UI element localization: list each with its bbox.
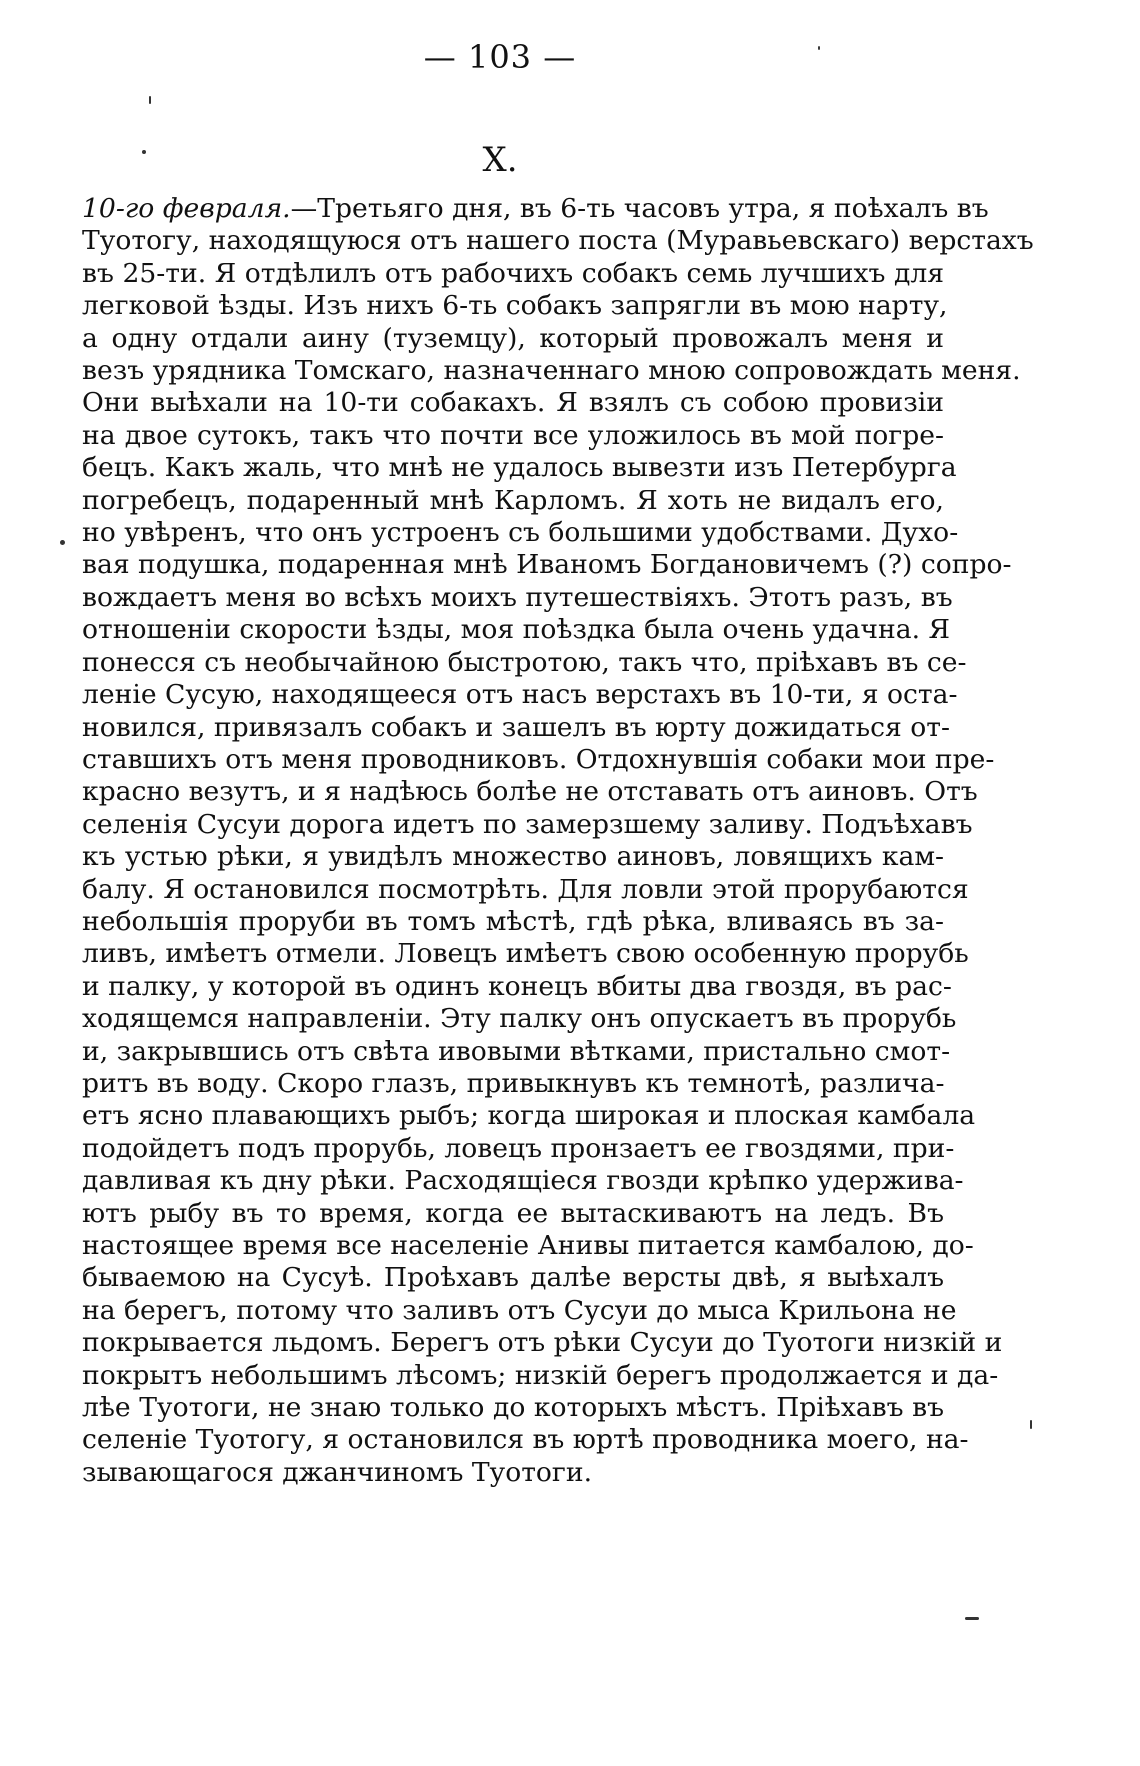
scan-speck [149, 96, 151, 104]
text-line: но увѣренъ, что онъ устроенъ съ большими удобствами. Духо- [82, 517, 959, 549]
text-line: понесся съ необычайною быстротою, такъ что, пріѣхавъ въ се- [82, 646, 967, 678]
text-line: легковой ѣзды. Изъ нихъ 6-ть собакъ запрягли въ мою нарту, [82, 290, 948, 322]
scan-speck [965, 1617, 979, 1620]
text-line: давливая къ дну рѣки. Расходящіеся гвозди крѣпко удержива- [82, 1165, 964, 1197]
text-line: и, закрывшись отъ свѣта ивовыми вѣтками, пристально смот- [82, 1035, 951, 1067]
text-line: на берегъ, потому что заливъ отъ Сусуи до мыса Крильона не [82, 1294, 957, 1326]
text-line: покрытъ небольшимъ лѣсомъ; низкій берегъ продолжается и да- [82, 1359, 999, 1391]
text-line: бецъ. Какъ жаль, что мнѣ не удалось вывезти изъ Петербурга [82, 452, 957, 484]
scan-speck [818, 46, 820, 50]
text-line: красно везутъ, и я надѣюсь болѣе не отставать отъ аиновъ. Отъ [82, 776, 978, 808]
text-line: подойдетъ подъ прорубь, ловецъ пронзаетъ ее гвоздями, при- [82, 1132, 955, 1164]
text-line: въ 25-ти. Я отдѣлилъ отъ рабочихъ собакъ семь лучшихъ для [82, 257, 944, 289]
page-number: — 103 — [423, 38, 577, 76]
text-line: етъ ясно плавающихъ рыбъ; когда широкая и плоская камбала [82, 1100, 976, 1132]
text-line: отношеніи скорости ѣзды, моя поѣздка была очень удачна. Я [82, 614, 950, 646]
text-line: балу. Я остановился посмотрѣть. Для ловли этой прорубаются [82, 873, 969, 905]
text-line: селеніе Туотогу, я остановился въ юртѣ проводника моего, на- [82, 1424, 969, 1456]
text-line: и палку, у которой въ одинъ конецъ вбиты два гвоздя, въ рас- [82, 970, 952, 1002]
text-line: къ устью рѣки, я увидѣлъ множество аиновъ, ловящихъ кам- [82, 841, 944, 873]
text-line: везъ урядника Томскаго, назначеннаго мною сопровождать меня. [82, 355, 1021, 387]
text-line: покрывается льдомъ. Берегъ отъ рѣки Сусуи до Туотоги низкій и [82, 1327, 1003, 1359]
date-heading: 10-го февраля. [82, 193, 291, 224]
text-line: бываемою на Сусуѣ. Проѣхавъ далѣе версты двѣ, я выѣхалъ [82, 1262, 944, 1294]
text-line: ливъ, имѣетъ отмели. Ловецъ имѣетъ свою особенную прорубь [82, 938, 969, 970]
text-line: ставшихъ отъ меня проводниковъ. Отдохнувшія собаки мои пре- [82, 743, 995, 775]
body-text [82, 193, 1034, 1489]
text-line: 10-го февраля.—Третьяго дня, въ 6-ть часовъ утра, я поѣхалъ въ [82, 193, 989, 224]
text-line: селенія Сусуи дорога идетъ по замерзшему заливу. Подъѣхавъ [82, 808, 973, 840]
scan-speck [1030, 1420, 1032, 1429]
text-line: леніе Сусую, находящееся отъ насъ верстахъ въ 10-ти, я оста- [82, 679, 958, 711]
text-line: погребецъ, подаренный мнѣ Карломъ. Я хоть не видалъ его, [82, 484, 944, 516]
text-line: Туотогу, находящуюся отъ нашего поста (Муравьевскаго) верстахъ [82, 225, 1034, 257]
chapter-title: X. [482, 140, 518, 180]
text-line: ютъ рыбу въ то время, когда ее вытаскиваютъ на ледъ. Въ [82, 1197, 944, 1229]
text-line: небольшія проруби въ томъ мѣстѣ, гдѣ рѣка, вливаясь въ за- [82, 905, 944, 937]
text-line: Они выѣхали на 10-ти собакахъ. Я взялъ съ собою провизіи [82, 387, 944, 419]
text-line: на двое сутокъ, такъ что почти все уложилось въ мой погре- [82, 419, 944, 451]
text-line: вая подушка, подаренная мнѣ Иваномъ Богдановичемъ (?) сопро- [82, 549, 1012, 581]
scan-speck [142, 150, 146, 154]
text-line: ритъ въ воду. Скоро глазъ, привыкнувъ къ темнотѣ, различа- [82, 1067, 945, 1099]
text-line: а одну отдали аину (туземцу), который провожалъ меня и [82, 322, 944, 354]
text-line: новился, привязалъ собакъ и зашелъ въ юрту дожидаться от- [82, 711, 950, 743]
text-line: вождаетъ меня во всѣхъ моихъ путешествіяхъ. Этотъ разъ, въ [82, 581, 953, 613]
scan-speck [60, 540, 65, 545]
text-line: настоящее время все населеніе Анивы питается камбалою, до- [82, 1230, 974, 1261]
text-line: ходящемся направленіи. Эту палку онъ опускаетъ въ прорубь [82, 1003, 957, 1035]
text-line: зывающагося джанчиномъ Туотоги. [82, 1456, 593, 1488]
text-line: лѣе Туотоги, не знаю только до которыхъ мѣстъ. Пріѣхавъ въ [82, 1392, 944, 1424]
